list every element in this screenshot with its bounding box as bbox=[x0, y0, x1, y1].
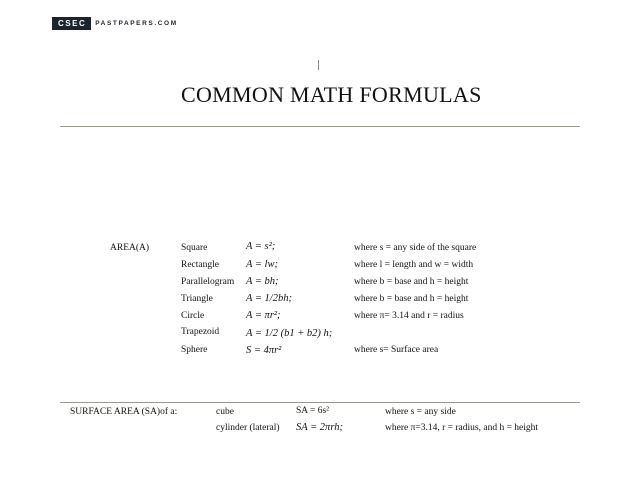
formula-note: where π= 3.14 and r = radius bbox=[354, 311, 464, 321]
formula: SA = 2πrh; bbox=[296, 422, 343, 433]
shape-name: Parallelogram bbox=[181, 277, 235, 287]
formula-note: where s = any side of the square bbox=[354, 243, 477, 253]
formula-note: where s= Surface area bbox=[354, 345, 439, 355]
surface-area-heading: SURFACE AREA (SA)of a: bbox=[70, 407, 178, 417]
formula: A = lw; bbox=[246, 259, 278, 270]
formula: A = s²; bbox=[246, 241, 276, 252]
site-logo[interactable] bbox=[52, 17, 178, 30]
divider-top bbox=[60, 126, 580, 127]
divider-bottom bbox=[60, 402, 580, 403]
shape-name: cube bbox=[216, 407, 234, 417]
formula: S = 4πr² bbox=[246, 345, 282, 356]
shape-name: Sphere bbox=[181, 345, 208, 355]
formula: A = πr²; bbox=[246, 310, 281, 321]
text-cursor bbox=[318, 60, 319, 70]
shape-name: Rectangle bbox=[181, 260, 219, 270]
shape-name: Circle bbox=[181, 311, 205, 321]
formula-note: where b = base and h = height bbox=[354, 294, 469, 304]
formula: A = 1/2bh; bbox=[246, 293, 292, 304]
formula: A = bh; bbox=[246, 276, 279, 287]
page-title: COMMON MATH FORMULAS bbox=[181, 82, 482, 107]
area-heading: AREA(A) bbox=[110, 243, 150, 253]
formula: A = 1/2 (b1 + b2) h; bbox=[246, 328, 333, 339]
formula-note: where b = base and h = height bbox=[354, 277, 469, 287]
shape-name: Triangle bbox=[181, 294, 213, 304]
formula: SA = 6s² bbox=[296, 406, 330, 416]
logo-text: PASTPAPERS.COM bbox=[95, 20, 178, 27]
logo-box-text: CSEC bbox=[52, 17, 91, 30]
formula-note: where π=3.14, r = radius, and h = height bbox=[385, 423, 539, 433]
shape-name: Trapezoid bbox=[181, 327, 220, 337]
shape-name: cylinder (lateral) bbox=[216, 423, 280, 433]
formula-note: where l = length and w = width bbox=[354, 260, 474, 270]
shape-name: Square bbox=[181, 243, 208, 253]
formula-note: where s = any side bbox=[385, 407, 456, 417]
